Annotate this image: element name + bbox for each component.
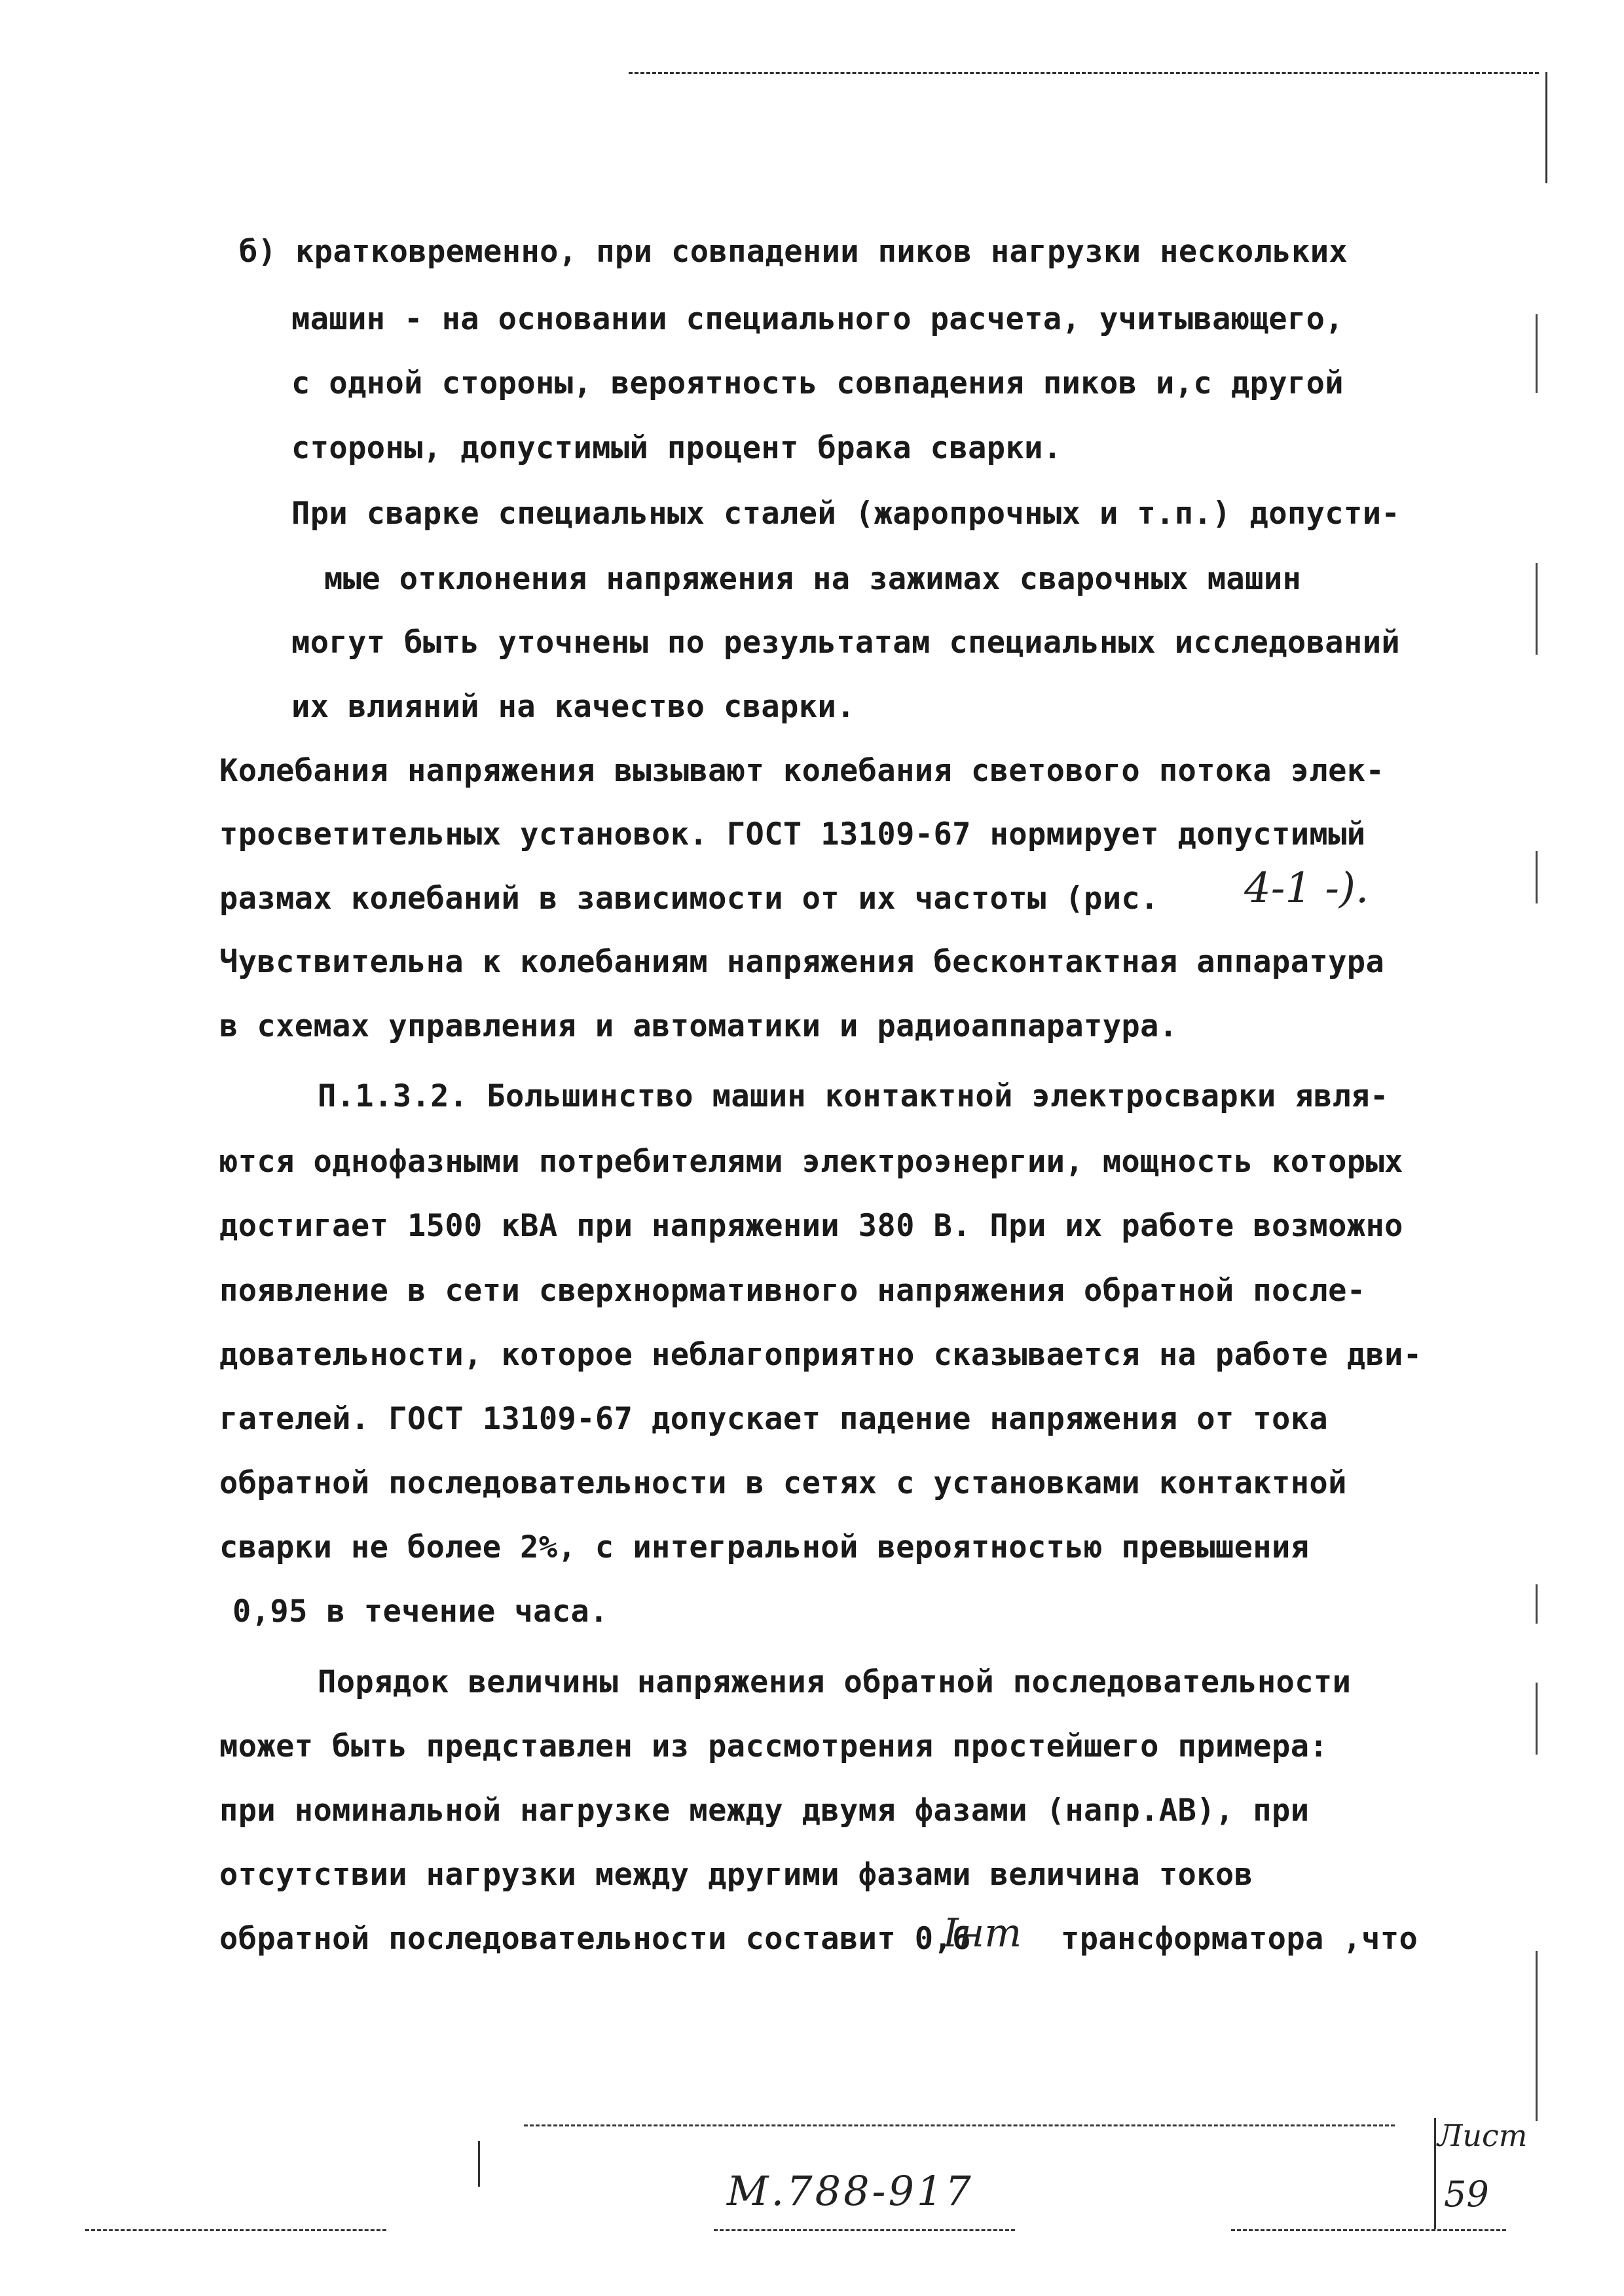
text-line: тросветительных установок. ГОСТ 13109-67 нормирует допустимый [219, 816, 1366, 852]
text-line: мые отклонения напряжения на зажимах сварочных машин [324, 561, 1302, 597]
text-line: размах колебаний в зависимости от их частоты (рис. [219, 881, 1159, 917]
text-line: трансформатора ,что [1061, 1921, 1418, 1957]
text-line: сварки не более 2%, с интегральной вероятностью превышения [219, 1529, 1310, 1565]
text-line: появление в сети сверхнормативного напряжения обратной после- [219, 1273, 1366, 1309]
text-line: ются однофазными потребителями электроэнергии, мощность которых [219, 1144, 1403, 1180]
text-line: довательности, которое неблагоприятно сказывается на работе дви- [219, 1337, 1422, 1373]
text-line: гателей. ГОСТ 13109-67 допускает падение напряжения от тока [219, 1401, 1329, 1437]
sheet-label: Лист [1437, 2118, 1528, 2153]
text-line: при номинальной нагрузке между двумя фазами (напр.АВ), при [219, 1793, 1310, 1829]
right-margin-line [1536, 1584, 1538, 1624]
sheet-number: 59 [1444, 2174, 1489, 2215]
right-margin-line [1536, 851, 1538, 903]
formula-current: Iнт [943, 1910, 1022, 1956]
bottom-edge-dash [714, 2229, 1015, 2231]
text-line: обратной последовательности в сетях с установками контактной [219, 1465, 1347, 1501]
text-line: Колебания напряжения вызывают колебания светового потока элек- [219, 753, 1385, 789]
section-heading-line: П.1.3.2. Большинство машин контактной электросварки явля- [318, 1078, 1389, 1114]
text-line: Чувствительна к колебаниям напряжения бесконтактная аппаратура [219, 944, 1385, 980]
document-code: М.788-917 [727, 2167, 974, 2215]
right-margin-line [1536, 314, 1538, 393]
text-line: может быть представлен из рассмотрения простейшего примера: [219, 1728, 1329, 1764]
text-line: в схемах управления и автоматики и радиоаппаратура. [219, 1008, 1178, 1044]
text-line: достигает 1500 кВА при напряжении 380 В. При их работе возможно [219, 1208, 1403, 1244]
text-line: стороны, допустимый процент брака сварки. [291, 430, 1062, 466]
right-margin-line [1536, 1683, 1538, 1755]
text-line: При сварке специальных сталей (жаропрочных и т.п.) допусти- [291, 496, 1401, 532]
top-frame-rule [629, 72, 1539, 74]
bottom-frame-rule [524, 2124, 1395, 2126]
figure-reference-handwritten: 4-1 -). [1244, 864, 1369, 913]
text-line: машин - на основании специального расчета, учитывающего, [291, 301, 1344, 337]
right-margin-line [1536, 563, 1538, 655]
bottom-edge-dash [1231, 2229, 1506, 2231]
bottom-edge-dash [85, 2229, 386, 2231]
text-line: Порядок величины напряжения обратной последовательности [318, 1664, 1352, 1700]
text-line: с одной стороны, вероятность совпадения пиков и,с другой [291, 365, 1344, 401]
text-line: обратной последовательности составит 0,6 [219, 1921, 971, 1957]
text-line: 0,95 в течение часа. [232, 1594, 608, 1630]
top-frame-corner [1545, 72, 1547, 183]
text-line: б) кратковременно, при совпадении пиков нагрузки нескольких [239, 234, 1348, 270]
text-line: их влияний на качество сварки. [291, 689, 855, 725]
text-line: отсутствии нагрузки между другими фазами величина токов [219, 1857, 1253, 1893]
right-margin-line [1536, 1951, 1538, 2121]
text-line: могут быть уточнены по результатам специальных исследований [291, 625, 1401, 661]
stamp-divider [478, 2141, 480, 2187]
